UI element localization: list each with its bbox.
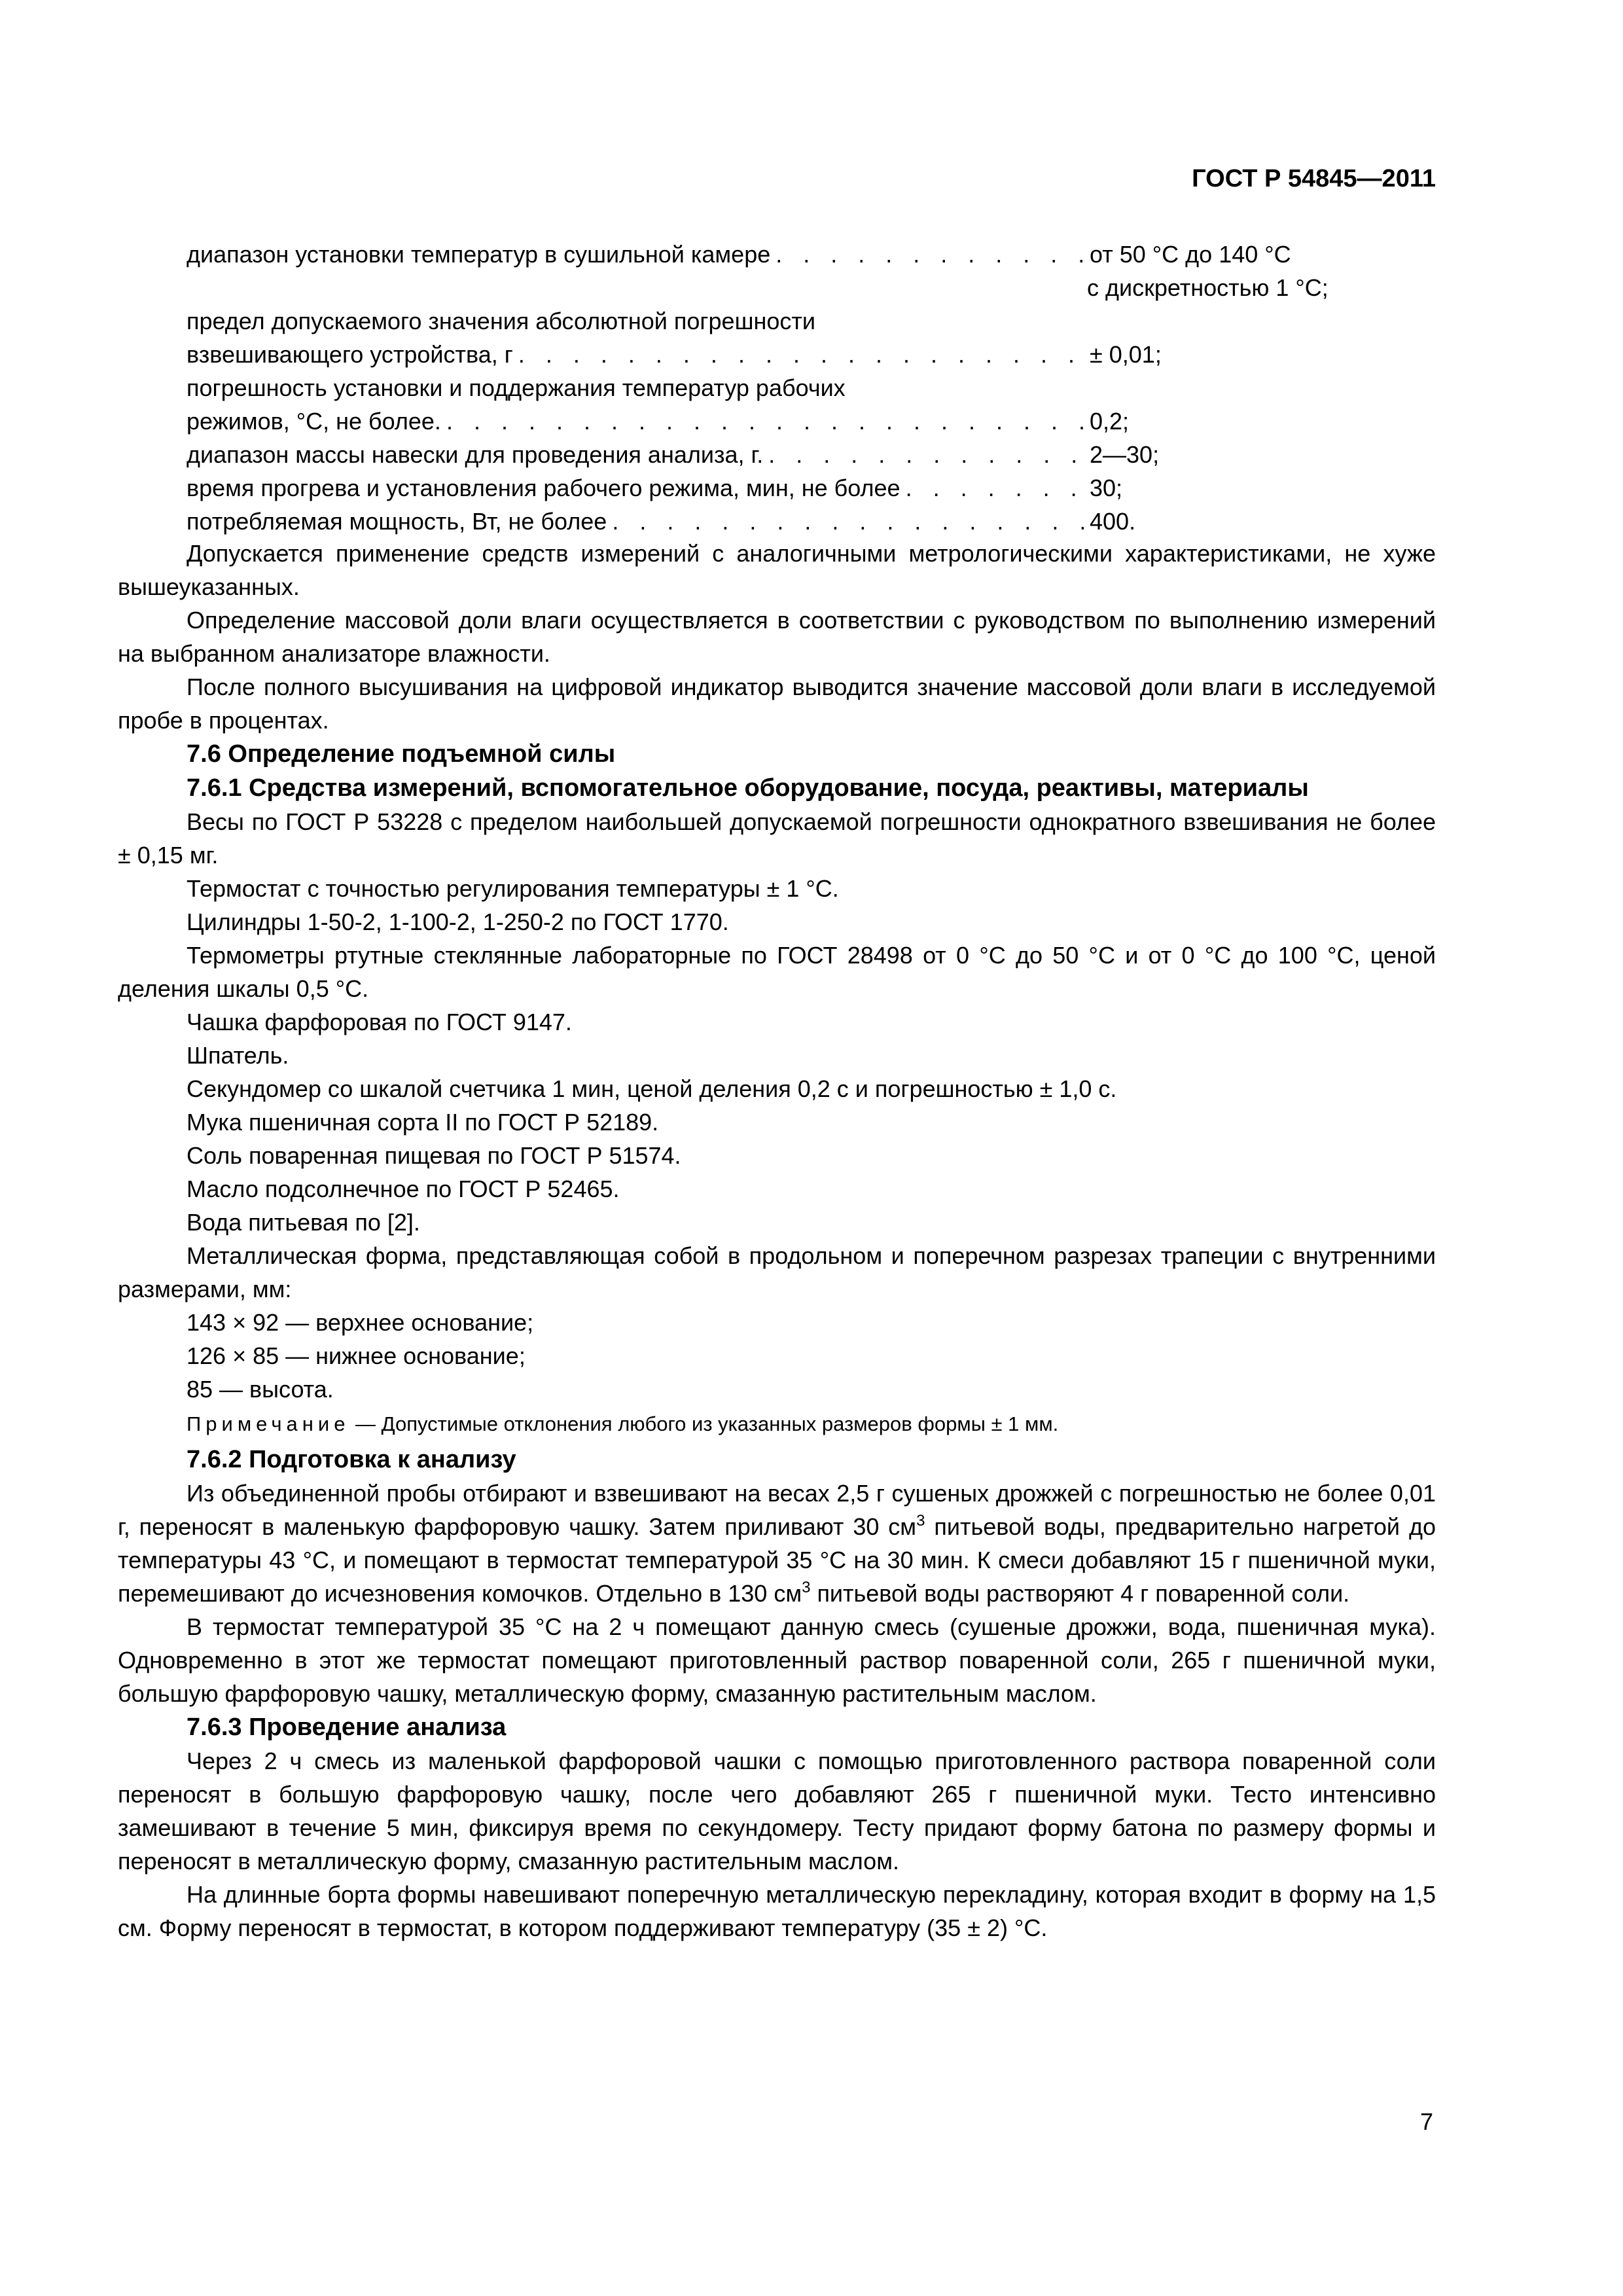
note-label: Примечание <box>187 1412 350 1435</box>
spec-label-line: предел допускаемого значения абсолютной погрешности <box>187 308 815 334</box>
equipment-item: Чашка фарфоровая по ГОСТ 9147. <box>187 1009 572 1035</box>
spec-value: 0,2; <box>1090 408 1130 435</box>
spec-label: время прогрева и установления рабочего режима, мин, не более <box>187 475 901 501</box>
spec-sample-mass <box>187 438 1378 471</box>
equipment-item: Металлическая форма, представляющая собой в продольном и поперечном разрезах трапеции с внутренними размерами, мм: <box>118 1242 1436 1302</box>
dot-leader <box>770 238 1090 271</box>
specifications-list <box>187 238 1378 538</box>
equipment-item: Масло подсолнечное по ГОСТ Р 52465. <box>187 1175 620 1202</box>
section-heading-7-6-3: 7.6.3 Проведение анализа <box>187 1713 507 1741</box>
superscript: 3 <box>802 1579 811 1596</box>
equipment-item: Вода питьевая по [2]. <box>187 1209 420 1236</box>
spec-label-line: погрешность установки и поддержания температур рабочих <box>187 374 846 401</box>
spec-label: потребляемая мощность, Вт, не более <box>187 508 607 535</box>
dimension-item: 85 — высота. <box>187 1376 334 1403</box>
document-code-header: ГОСТ Р 54845—2011 <box>1192 165 1436 192</box>
text-run: питьевой воды, предварительно нагретой до температуры 43 °С, и помещают в термостат температурой 35 °С на 30 мин. К смеси добавляют 15 г пшеничной муки, перемешивают до исчезновения комочков. Отдельно в 130 см <box>118 1513 1436 1607</box>
note-text: — Допустимые отклонения любого из указанных размеров формы ± 1 мм. <box>349 1412 1059 1435</box>
paragraph: На длинные борта формы навешивают поперечную металлическую перекладину, которая входит в форму на 1,5 см. Форму переносят в термостат, в котором поддерживают температуру (35 ± 2) °С. <box>118 1881 1436 1941</box>
equipment-item: Шпатель. <box>187 1042 289 1069</box>
dot-leader <box>441 404 1090 438</box>
spec-warmup-time <box>187 471 1378 505</box>
text-run: питьевой воды растворяют 4 г поваренной соли. <box>810 1580 1350 1607</box>
spec-label: режимов, °С, не более. <box>187 408 441 435</box>
spec-value: 2—30; <box>1090 441 1160 468</box>
equipment-item: Термостат с точностью регулирования температуры ± 1 °С. <box>187 875 839 902</box>
equipment-item: Термометры ртутные стеклянные лабораторные по ГОСТ 28498 от 0 °С до 50 °С и от 0 °С до 100 °С, ценой деления шкалы 0,5 °С. <box>118 942 1436 1002</box>
equipment-item: Мука пшеничная сорта II по ГОСТ Р 52189. <box>187 1109 659 1136</box>
spec-value: 30; <box>1090 475 1123 501</box>
dot-leader <box>513 338 1090 371</box>
dot-leader <box>607 505 1090 538</box>
section-heading-7-6: 7.6 Определение подъемной силы <box>187 740 616 768</box>
spec-value-continuation: с дискретностью 1 °С; <box>1087 274 1329 301</box>
equipment-item: Секундомер со шкалой счетчика 1 мин, ценой деления 0,2 с и погрешностью ± 1,0 с. <box>187 1075 1117 1102</box>
paragraph: Определение массовой доли влаги осуществляется в соответствии с руководством по выполнению измерений на выбранном анализаторе влажности. <box>118 607 1436 667</box>
spec-label: взвешивающего устройства, г <box>187 341 513 368</box>
note <box>118 1408 1436 1441</box>
paragraph: После полного высушивания на цифровой индикатор выводится значение массовой доли влаги в исследуемой пробе в процентах. <box>118 673 1436 734</box>
paragraph: Через 2 ч смесь из маленькой фарфоровой чашки с помощью приготовленного раствора поваренной соли переносят в большую фарфоровую чашку, после чего добавляют 265 г пшеничной муки. Тесто интенсивно замешивают в течение 5 мин, фиксируя время по секундомеру. Тесту придают форму батона по размеру формы и переносят в металлическую форму, смазанную растительным маслом. <box>118 1748 1436 1874</box>
dot-leader <box>901 471 1090 505</box>
equipment-item: Цилиндры 1-50-2, 1-100-2, 1-250-2 по ГОСТ 1770. <box>187 908 729 935</box>
paragraph: Допускается применение средств измерений с аналогичными метрологическими характеристиками, не хуже вышеуказанных. <box>118 540 1436 600</box>
spec-value: от 50 °С до 140 °С <box>1090 241 1291 268</box>
spec-value: 400. <box>1090 508 1136 535</box>
superscript: 3 <box>916 1512 925 1530</box>
page-number: 7 <box>1419 2108 1433 2135</box>
equipment-item: Соль поваренная пищевая по ГОСТ Р 51574. <box>187 1142 681 1169</box>
spec-value: ± 0,01; <box>1090 341 1162 368</box>
equipment-item: Весы по ГОСТ Р 53228 с пределом наибольшей допускаемой погрешности однократного взвешивания не более ± 0,15 мг. <box>118 808 1436 869</box>
paragraph: В термостат температурой 35 °С на 2 ч помещают данную смесь (сушеные дрожжи, вода, пшеничная мука). Одновременно в этот же термостат помещают приготовленный раствор поваренной соли, 265 г пшеничной муки, большую фарфоровую чашку, металлическую форму, смазанную растительным маслом. <box>118 1613 1436 1707</box>
document-body <box>118 537 1436 1945</box>
spec-label: диапазон установки температур в сушильной камере <box>187 241 771 268</box>
paragraph <box>118 1477 1436 1610</box>
text-run: Из объединенной пробы отбирают и взвешивают на весах 2,5 г сушеных дрожжей с погрешностью не более 0,01 г, переносят в маленькую фарфоровую чашку. Затем приливают 30 см <box>118 1480 1436 1540</box>
spec-temperature-error <box>187 404 1378 438</box>
section-heading-7-6-1: 7.6.1 Средства измерений, вспомогательное оборудование, посуда, реактивы, материалы <box>187 774 1309 802</box>
spec-temperature-range <box>187 238 1378 271</box>
spec-label: диапазон массы навески для проведения анализа, г. <box>187 441 764 468</box>
section-heading-7-6-2: 7.6.2 Подготовка к анализу <box>187 1446 516 1473</box>
dimension-item: 143 × 92 — верхнее основание; <box>187 1309 534 1336</box>
dot-leader <box>763 438 1090 471</box>
spec-power <box>187 505 1378 538</box>
dimension-item: 126 × 85 — нижнее основание; <box>187 1342 526 1369</box>
spec-weighing-error <box>187 338 1378 371</box>
